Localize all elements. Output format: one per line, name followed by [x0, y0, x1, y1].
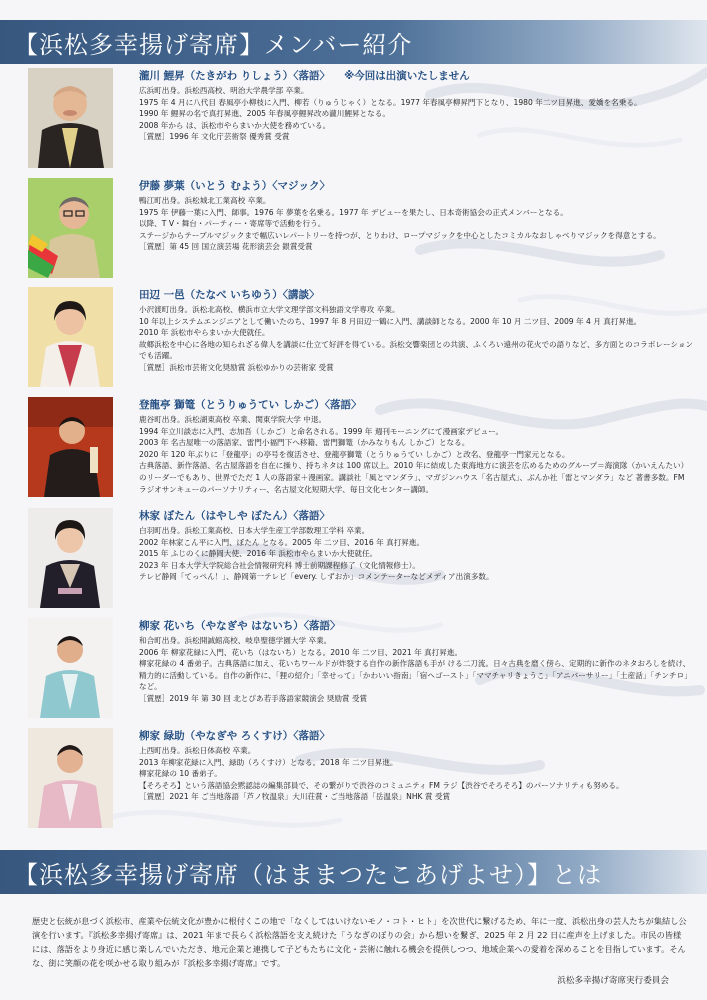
organizer-signature: 浜松多幸揚げ寄席実行委員会 [557, 976, 669, 986]
member-notice: ※今回は出演いたしません [344, 70, 470, 82]
member-photo [28, 68, 113, 168]
member-bio: 鹿谷町出身。浜松湖東高校 卒業、関東学院大学 中退。 1994 年立川談志に入門、志加吾（しかご）と命名される。1999 年 週刊モーニングにて漫画家デビュー。 2003 年 名古屋唯一の落語家、雷門小福門下へ移籍、雷門獅篭（かみなりもん しかご）となる。 2020 年 120 年ぶりに「登龍亭」の亭号を復活させ、登龍亭獅篭（とうりゅうてい しかご）と改名、登龍亭一門家元となる。 古典落語、新作落語、名古屋落語を自在に操り、持ちネタは 100 席以上。2010 年に結成した東海地方に演芸を広めるためのグループ＝海演隊（かいえんたい）のリーダーでもあり、世界でただ 1 人の落語家＋漫画家。講談社「風とマンダラ」、マガジンハウス「名古屋式」、ぶんか社「雷とマンダラ」など 著書多数。FM ラジオサンキューのパーソナリティー、名古屋文化短期大学、毎日文化センター講師。 [139, 415, 689, 494]
member-bio: 和合町出身。浜松開誠館高校、岐阜聖徳学園大学 卒業。 2006 年 柳家花緑に入門、花いち（はないち）となる。2010 年 二ツ目、2021 年 真打昇進。 柳家花緑の 4 番弟子。古典落語に加え、花いちワールドが炸裂する自作の新作落語も手が ける二刀流。日々古典を磨く傍ら、定期的に新作のネタおろしを続け、精力的に活動している。自作の新作に、「狸の紹介」「幸せって」「かわいい指南」「宿ヘゴースト」「ママチャリきょうこ」「アニバーサリー」「土産話」「チンチロ」など。 ［賞歴］2019 年 第 30 回 北とぴあ若手落語家競演会 奨励賞 受賞 [139, 636, 692, 703]
member-photo [28, 508, 113, 608]
member-name: 田辺 一邑（たなべ いちゆう）〈講談〉 [139, 289, 320, 301]
member-bio: 小沢渡町出身。浜松北高校、横浜市立大学文理学部文科独語文学専攻 卒業。 10 年以上システムエンジニアとして働いたのち、1997 年 8 月田辺一鶴に入門、講談師となる。2000 年 10 月 二ツ目、2009 年 4 月 真打昇進。 2010 年 浜松市やらまいか大使就任。 故郷浜松を中心に各地の知られざる偉人を講談に仕立て好評を得ている。浜松交響楽団との共演、ふくろい遠州の花火での語りなど、多方面とのコラボレーションでも活躍。 ［賞歴］浜松市芸術文化奨励賞 浜松ゆかりの芸術家 受賞 [139, 305, 694, 372]
member-photo [28, 618, 113, 718]
about-title: 【浜松多幸揚げ寄席（はままつたこあげよせ）】とは [14, 861, 602, 889]
member-photo [28, 397, 113, 497]
page-title: 【浜松多幸揚げ寄席】メンバー紹介 [14, 31, 413, 59]
member-bio: 上西町出身。浜松日体高校 卒業。 2013 年柳家花緑に入門、緑助（ろくすけ）となる。2018 年 二ツ目昇進。 柳家花緑の 10 番弟子。 【そろそろ】という落語協会黙認誌の編集部員で、その繋がりで渋谷のコミュニティ FM ラジ【渋谷でそろそろ】のパーソナリティも努める。 ［賞歴］2021 年 ご当地落語「芦ノ牧温泉」大川荘賞・ご当地落語「岳温泉」NHK 賞 受賞 [139, 746, 624, 802]
member-photo [28, 178, 113, 278]
member-bio: 鴨江町出身。浜松城北工業高校 卒業。 1975 年 伊藤一葉に入門、師事。1976 年 夢葉を名乗る。1977 年 デビューを果たし、日本奇術協会の正式メンバーとなる。 以降、T V・舞台・パーティー・寄席等で活動を行う。 ステージからテーブルマジックまで幅広いレパートリーを持つが、とりわけ、ロープマジックを中心としたコミカルなおしゃべりマジックを得意とする。 ［賞歴］第 45 回 国立演芸場 花形演芸会 銀賞受賞 [139, 196, 661, 252]
member-bio: 広浜町出身。浜松西高校、明治大学農学部 卒業。 1975 年 4 月に八代目 春風亭小柳枝に入門、柳若（りゅうじゃく）となる。1977 年春風亭柳昇門下となり、1980 年二ツ目昇進、愛嬌を名乗る。 1990 年 鯉昇の名で真打昇進、2005 年春風亭鯉昇改め瀧川鯉昇となる。 2008 年から は、浜松市やらまいか大使を務めている。 ［賞歴］1996 年 文化庁芸術祭 優秀賞 受賞 [139, 86, 642, 142]
member-name: 柳家 花いち（やなぎや はないち）〈落語〉 [139, 620, 341, 632]
about-banner [0, 850, 707, 894]
header-banner [0, 20, 707, 64]
member-photo [28, 728, 113, 828]
member-name: 瀧川 鯉昇（たきがわ りしょう）〈落語〉 ※今回は出演いたしません [139, 70, 470, 82]
member-bio: 白羽町出身。浜松工業高校、日本大学生産工学部数理工学科 卒業。 2002 年林家こん平に入門、ぼたん となる。2005 年 二ツ目、2016 年 真打昇進。 2015 年 ふじのくに静岡大使、2016 年 浜松市やらまいか大使就任。 2023 年 日本大学大学院総合社会情報研究科 博士前期課程修了（文化情報修士）。 テレビ静岡「てっぺん！」、静岡第一テレビ「every. しずおか」コメンテーターなどメディア出演多数。 [139, 526, 494, 582]
member-name: 登龍亭 獅篭（とうりゅうてい しかご）〈落語〉 [139, 399, 362, 411]
member-name: 伊藤 夢葉（いとう むよう）〈マジック〉 [139, 180, 331, 192]
member-name: 柳家 緑助（やなぎや ろくすけ）〈落語〉 [139, 730, 331, 742]
member-photo [28, 287, 113, 387]
about-text: 歴史と伝統が息づく浜松市、産業や伝統文化が豊かに根付くこの地で「なくしてはいけないモノ・コト・ヒト」を次世代に繋げるため、年に一度、浜松出身の芸人たちが集結し公演を行います。『浜松多幸揚げ寄席』は、2021 年まで長らく浜松落語を支え続けた「うなぎのぼりの会」から想いを繋ぎ、2025 年 2 月 22 日に産声を上げました。市民の皆様には、落語をより身近に感じ楽しんでいただき、地元企業と連携して子どもたちに文化・芸術に触れる機会を提供しつつ、地域企業への愛着を深めることを目指しています。そんな、街に笑顔の花を咲かせる取り組みが『浜松多幸揚げ寄席』です。 [32, 916, 687, 968]
member-name: 林家 ぼたん（はやしや ぼたん）〈落語〉 [139, 510, 331, 522]
